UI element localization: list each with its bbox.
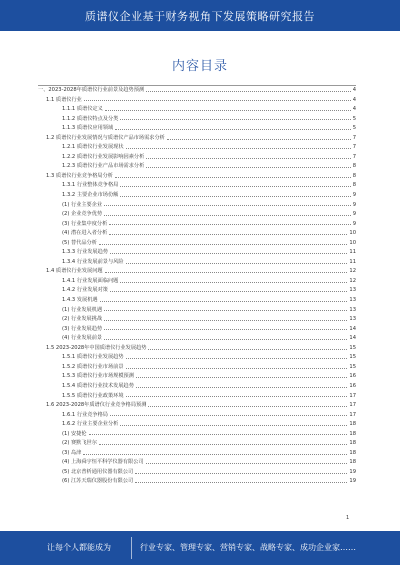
toc-entry[interactable]: [38, 286, 356, 296]
toc-leader-dots: [126, 367, 348, 369]
report-footer: [0, 531, 400, 565]
toc-entry[interactable]: [38, 306, 356, 316]
toc-entry-label: (1) 行业主要企业: [62, 201, 103, 208]
toc-entry-page: 9: [352, 220, 356, 227]
toc-entry[interactable]: [38, 85, 356, 96]
toc-entry-page: 19: [349, 468, 356, 475]
toc-entry-page: 14: [349, 325, 356, 332]
toc-leader-dots: [135, 481, 347, 483]
toc-entry[interactable]: [38, 162, 356, 172]
toc-leader-dots: [110, 252, 347, 254]
toc-leader-dots: [148, 405, 347, 407]
toc-leader-dots: [104, 309, 347, 311]
toc-entry-label: 1.3.4 行业发展前景与风险: [62, 258, 124, 265]
toc-entry[interactable]: [38, 353, 356, 363]
toc-entry-label: (6) 江苏天瑞仪器股份有限公司: [62, 478, 134, 485]
toc-leader-dots: [146, 157, 350, 159]
toc-entry-label: (4) 行业发展前景: [62, 335, 103, 342]
toc-entry-label: 1.5.2 质谱仪行业市场前景: [62, 363, 124, 370]
toc-entry-page: 12: [349, 277, 356, 284]
toc-leader-dots: [105, 109, 351, 111]
toc-leader-dots: [120, 195, 350, 197]
toc-leader-dots: [126, 147, 351, 149]
toc-entry-label: 1.6 2023-2028年质谱仪行业竞争格局预测: [46, 402, 147, 409]
toc-leader-dots: [120, 185, 350, 187]
toc-entry-page: 5: [352, 115, 356, 122]
toc-entry-label: (4) 潜在进入者分析: [62, 230, 108, 237]
toc-entry[interactable]: [38, 411, 356, 421]
toc-entry-page: 13: [349, 297, 356, 304]
toc-leader-dots: [110, 290, 347, 292]
toc-entry[interactable]: [38, 248, 356, 258]
toc-entry[interactable]: [38, 382, 356, 392]
toc-entry-page: 13: [349, 287, 356, 294]
toc-entry-label: (5) 替代品分析: [62, 239, 97, 246]
toc-entry-label: 1.5.3 质谱仪行业市场规模预测: [62, 373, 134, 380]
toc-entry-page: 8: [352, 182, 356, 189]
footer-tags: 行业专家、管理专家、营销专家、战略专家、成功企业家……: [140, 543, 356, 552]
toc-leader-dots: [115, 128, 351, 130]
toc-entry-label: 1.1.2 质谱仪特点及分类: [62, 115, 119, 122]
toc-leader-dots: [120, 281, 347, 283]
toc-entry-page: 15: [349, 363, 356, 370]
toc-leader-dots: [146, 90, 351, 92]
toc-leader-dots: [89, 433, 348, 435]
toc-leader-dots: [109, 223, 350, 225]
toc-entry-page: 17: [349, 411, 356, 418]
toc-entry-label: 1.2.3 质谱仪行业产品市场需求分析: [62, 163, 145, 170]
toc-leader-dots: [99, 443, 347, 445]
toc-entry-page: 15: [349, 344, 356, 351]
toc-entry[interactable]: [38, 477, 356, 487]
toc-entry-label: (4) 上海舜宇恒平科学仪器有限公司: [62, 459, 144, 466]
toc-entry[interactable]: [38, 115, 356, 125]
toc-entry[interactable]: [38, 430, 356, 440]
footer-brand: 让每个人都能成为: [47, 543, 111, 552]
toc-entry-page: 18: [349, 440, 356, 447]
toc-entry[interactable]: [38, 468, 356, 478]
toc-leader-dots: [126, 262, 348, 264]
toc-entry[interactable]: [38, 363, 356, 373]
toc-entry-label: 一、2023-2028年质谱仪行业前景及趋势预测: [38, 87, 145, 93]
toc-leader-dots: [126, 357, 348, 359]
toc-entry[interactable]: [38, 334, 356, 344]
toc-entry[interactable]: [38, 229, 356, 239]
toc-leader-dots: [146, 462, 348, 464]
report-title: 质谱仪企业基于财务视角下发展策略研究报告: [85, 9, 315, 23]
toc-entry-label: 1.5.1 质谱仪行业发展趋势: [62, 354, 124, 361]
toc-entry-page: 5: [352, 125, 356, 132]
toc-entry-label: 1.5.4 质谱仪行业技术发展趋势: [62, 382, 134, 389]
toc-entry[interactable]: [38, 401, 356, 411]
toc-entry-page: 12: [349, 268, 356, 275]
toc-entry-page: 10: [349, 230, 356, 237]
toc-entry-label: 1.2 质谱仪行业发展情况与质谱仪产品市场需求分析: [46, 134, 165, 141]
toc-entry-label: 1.5 2023-2028年中国质谱仪行业发展趋势: [46, 344, 147, 351]
toc-entry[interactable]: [38, 124, 356, 134]
toc-entry-page: 13: [349, 306, 356, 313]
toc-entry-label: 1.3.3 行业发展趋势: [62, 249, 108, 256]
toc-entry-label: 1.1 质谱仪行业: [46, 96, 82, 103]
toc-entry-label: 1.3.1 行业整体竞争格局: [62, 182, 119, 189]
toc-entry-page: 15: [349, 354, 356, 361]
toc-leader-dots: [146, 166, 350, 168]
toc-entry-label: (5) 北京普析通用仪器有限公司: [62, 468, 134, 475]
toc-entry[interactable]: [38, 210, 356, 220]
toc-entry-label: 1.3 质谱仪行业竞争格局分析: [46, 172, 113, 179]
toc-entry[interactable]: [38, 277, 356, 287]
toc-entry-label: (1) 行业发展机遇: [62, 306, 103, 313]
toc-entry[interactable]: [38, 239, 356, 249]
toc-entry[interactable]: [38, 439, 356, 449]
toc-entry[interactable]: [38, 325, 356, 335]
toc-entry-label: 1.1.1 质谱仪定义: [62, 106, 103, 113]
toc-entry-page: 10: [349, 239, 356, 246]
toc-entry[interactable]: [38, 420, 356, 430]
toc-entry[interactable]: [38, 105, 356, 115]
toc-entry-page: 7: [352, 144, 356, 151]
toc-entry-page: 17: [349, 392, 356, 399]
toc-entry-page: 13: [349, 316, 356, 323]
toc-leader-dots: [136, 386, 347, 388]
toc-leader-dots: [104, 319, 347, 321]
toc-leader-dots: [100, 300, 348, 302]
toc-entry-page: 8: [352, 172, 356, 179]
toc-leader-dots: [135, 472, 347, 474]
toc-leader-dots: [105, 271, 348, 273]
toc-leader-dots: [104, 338, 347, 340]
toc-leader-dots: [104, 328, 347, 330]
toc-entry[interactable]: [38, 458, 356, 468]
toc-leader-dots: [84, 99, 351, 101]
toc-entry[interactable]: [38, 153, 356, 163]
toc-leader-dots: [120, 424, 347, 426]
toc-entry-page: 7: [352, 153, 356, 160]
toc-entry-page: 9: [352, 192, 356, 199]
toc-entry-label: (3) 行业集中度分析: [62, 220, 108, 227]
toc-entry[interactable]: [38, 267, 356, 277]
toc-entry-label: (1) 安捷伦: [62, 430, 87, 437]
toc-entry-page: 16: [349, 382, 356, 389]
toc-entry[interactable]: [38, 258, 356, 268]
toc-entry-page: 11: [349, 258, 356, 265]
toc-entry[interactable]: [38, 449, 356, 459]
toc-entry-page: 9: [352, 201, 356, 208]
toc-leader-dots: [136, 376, 347, 378]
toc-entry-label: 1.4.2 行业发展对策: [62, 287, 108, 294]
toc-entry-label: 1.6.1 行业竞争格局: [62, 411, 108, 418]
toc-entry[interactable]: [38, 372, 356, 382]
toc-entry-page: 18: [349, 421, 356, 428]
toc-entry-label: (2) 企业竞争优势: [62, 211, 103, 218]
report-header: [0, 0, 400, 31]
toc-leader-dots: [109, 233, 347, 235]
toc-leader-dots: [148, 348, 347, 350]
toc-leader-dots: [104, 204, 351, 206]
toc-entry-page: 11: [349, 249, 356, 256]
toc-entry[interactable]: [38, 201, 356, 211]
toc-entry-label: 1.3.2 主要企业市场份额: [62, 192, 119, 199]
toc-entry-label: (3) 行业发展趋势: [62, 325, 103, 332]
toc-leader-dots: [83, 453, 347, 455]
toc-entry-label: 1.1.3 质谱仪应用领域: [62, 125, 114, 132]
toc-entry-label: (2) 行业发展挑战: [62, 316, 103, 323]
toc-entry-label: (3) 岛津: [62, 449, 82, 456]
toc-entry[interactable]: [38, 172, 356, 182]
toc-entry-label: (2) 赛默飞世尔: [62, 440, 97, 447]
toc-entry-page: 14: [349, 335, 356, 342]
toc-entry-label: 1.5.5 质谱仪行业政策环境: [62, 392, 124, 399]
toc-entry-label: 1.2.2 质谱仪行业发展影响因素分析: [62, 153, 145, 160]
toc-leader-dots: [126, 395, 348, 397]
toc-entry[interactable]: [38, 220, 356, 230]
toc-entry-page: 18: [349, 430, 356, 437]
toc-entry[interactable]: [38, 96, 356, 106]
toc-leader-dots: [110, 414, 347, 416]
toc-leader-dots: [99, 243, 347, 245]
toc-entry[interactable]: [38, 296, 356, 306]
toc-entry-page: 4: [352, 96, 356, 103]
toc-entry-page: 17: [349, 402, 356, 409]
toc-leader-dots: [104, 214, 351, 216]
table-of-contents: [38, 85, 356, 487]
toc-entry-label: 1.4.3 发展机遇: [62, 297, 98, 304]
toc-entry[interactable]: [38, 315, 356, 325]
toc-entry-page: 8: [352, 163, 356, 170]
toc-leader-dots: [120, 118, 350, 120]
toc-entry[interactable]: [38, 134, 356, 144]
toc-entry-page: 7: [352, 134, 356, 141]
toc-leader-dots: [167, 138, 351, 140]
toc-entry-page: 16: [349, 373, 356, 380]
toc-entry-page: 9: [352, 211, 356, 218]
toc-entry-page: 19: [349, 478, 356, 485]
toc-leader-dots: [115, 176, 351, 178]
toc-entry-label: 1.2.1 质谱仪行业发展现状: [62, 144, 124, 151]
toc-entry[interactable]: [38, 344, 356, 354]
toc-entry-page: 4: [352, 87, 356, 93]
toc-entry[interactable]: [38, 392, 356, 402]
toc-entry-label: 1.4.1 行业发展面临问题: [62, 277, 119, 284]
toc-entry[interactable]: [38, 143, 356, 153]
footer-divider: [131, 537, 132, 559]
toc-entry-label: 1.4 质谱仪行业发展问题: [46, 268, 103, 275]
toc-entry[interactable]: [38, 181, 356, 191]
toc-entry-page: 18: [349, 459, 356, 466]
toc-entry-label: 1.6.2 行业主要企业分析: [62, 421, 119, 428]
toc-title: 内容目录: [171, 59, 228, 74]
toc-entry[interactable]: [38, 191, 356, 201]
toc-entry-page: 18: [349, 449, 356, 456]
page-marker: 1: [346, 515, 350, 521]
toc-entry-page: 4: [352, 106, 356, 113]
